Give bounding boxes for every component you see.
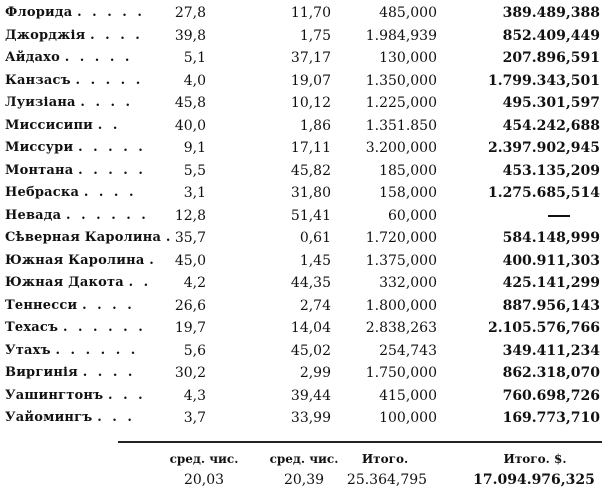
value-cell-col3: 254,743	[379, 342, 437, 359]
value-cell-col3: 130,000	[379, 50, 437, 66]
value-cell-col1: 45,8	[174, 95, 206, 111]
state-name: Флорида	[5, 5, 73, 20]
state-name: Канзасъ	[5, 72, 71, 88]
table-row	[0, 70, 602, 92]
state-name-cell	[5, 2, 160, 24]
footer-label-total-4: Итого. $.	[503, 452, 567, 466]
value-cell-col3: 1.720,000	[365, 230, 437, 246]
value-cell-col4: 495.301,597	[502, 95, 600, 111]
empty-value-dash	[548, 215, 570, 217]
state-name-cell	[5, 340, 160, 362]
value-cell-col1: 40,0	[174, 117, 206, 134]
value-cell-col2: 2,99	[299, 365, 331, 381]
table-row	[0, 272, 602, 294]
value-cell-col1: 5,1	[183, 50, 206, 66]
state-name-cell	[5, 70, 160, 92]
footer-value-average-2: 20,39	[283, 472, 325, 488]
leader-dots: . . .	[97, 410, 135, 425]
table-row	[0, 160, 602, 182]
value-cell-col1: 4,2	[183, 275, 206, 291]
footer-label-total-3: Итого.	[361, 452, 409, 466]
value-cell-col4	[480, 205, 600, 227]
table-row	[0, 92, 602, 114]
state-name-cell	[5, 137, 160, 159]
value-cell-col1: 26,6	[174, 297, 206, 314]
state-name: Южная Каролина	[5, 252, 145, 268]
value-cell-col4: 453.135,209	[502, 162, 600, 179]
value-cell-col1: 5,6	[183, 342, 206, 359]
value-cell-col4: 400.911,303	[502, 252, 600, 269]
value-cell-col4: 887.956,143	[502, 297, 600, 314]
table-row	[0, 115, 602, 137]
table-row	[0, 182, 602, 204]
state-name-cell	[5, 115, 160, 137]
state-name: Миссури	[5, 140, 74, 155]
footer-label-average-2: сред. чис.	[269, 452, 339, 466]
value-cell-col4: 1.275.685,514	[487, 185, 600, 201]
leader-dots: . .	[128, 275, 152, 290]
state-name: Монтана	[5, 162, 74, 178]
value-cell-col1: 39,8	[174, 27, 206, 44]
state-name: Джорджія	[5, 27, 86, 43]
table-row	[0, 205, 602, 227]
value-cell-col1: 19,7	[174, 320, 206, 336]
state-name-cell	[5, 295, 160, 317]
value-cell-col1: 3,1	[183, 185, 206, 201]
value-cell-col2: 1,86	[299, 117, 331, 134]
value-cell-col4: 862.318,070	[502, 365, 600, 381]
value-cell-col4: 852.409,449	[502, 27, 600, 44]
value-cell-col2: 45,82	[290, 162, 331, 179]
state-name-cell	[5, 362, 160, 384]
value-cell-col4: 207.896,591	[502, 50, 600, 66]
state-name-cell	[5, 205, 160, 227]
value-cell-col1: 45,0	[174, 252, 206, 269]
table-row	[0, 25, 602, 47]
value-cell-col2: 31,80	[290, 185, 331, 201]
value-cell-col3: 1.375,000	[365, 252, 437, 269]
table-row	[0, 295, 602, 317]
value-cell-col3: 2.838,263	[365, 320, 437, 336]
value-cell-col2: 45,02	[290, 342, 331, 359]
state-name: Утахъ	[5, 342, 51, 358]
leader-dots: . . . . .	[75, 72, 144, 88]
value-cell-col2: 17,11	[290, 140, 331, 156]
state-name: Небраска	[5, 185, 80, 200]
value-cell-col1: 4,0	[183, 72, 206, 89]
table-row	[0, 227, 602, 249]
leader-dots: . . .	[108, 387, 146, 403]
state-name: Невада	[5, 207, 62, 223]
value-cell-col1: 12,8	[174, 207, 206, 224]
value-cell-col1: 4,3	[183, 387, 206, 404]
leader-dots: . . . . . .	[55, 342, 139, 358]
state-name: Сѣверная Каролина	[5, 230, 162, 245]
leader-dots: . . . . .	[78, 140, 146, 155]
state-name: Виргинія	[5, 365, 78, 380]
value-cell-col3: 1.225,000	[365, 95, 437, 111]
table-row	[0, 2, 602, 24]
value-cell-col2: 19,07	[290, 72, 331, 89]
value-cell-col2: 11,70	[290, 5, 331, 21]
table-row	[0, 362, 602, 384]
value-cell-col4: 389.489,388	[502, 5, 600, 21]
state-name: Луизіана	[5, 95, 76, 110]
value-cell-col4: 169.773,710	[502, 410, 600, 426]
table-row	[0, 317, 602, 339]
state-name: Уайомингъ	[5, 410, 93, 425]
total-rule	[118, 441, 602, 443]
value-cell-col1: 9,1	[183, 140, 206, 156]
value-cell-col2: 33,99	[290, 410, 331, 426]
value-cell-col3: 332,000	[379, 275, 437, 291]
table-row	[0, 250, 602, 272]
state-name-cell	[5, 407, 160, 429]
leader-dots: . . . . .	[64, 50, 133, 65]
leader-dots: .	[165, 230, 174, 245]
footer-value-average-1: 20,03	[183, 472, 225, 488]
state-name: Теннесси	[5, 297, 78, 313]
value-cell-col3: 1.800,000	[365, 297, 437, 314]
value-cell-col3: 1.984,939	[365, 27, 437, 44]
value-cell-col2: 14,04	[290, 320, 331, 336]
state-name-cell	[5, 182, 160, 204]
leader-dots: . . . .	[90, 27, 143, 43]
value-cell-col3: 485,000	[379, 5, 437, 21]
state-name-cell	[5, 272, 160, 294]
value-cell-col3: 158,000	[379, 185, 437, 201]
value-cell-col1: 30,2	[174, 365, 206, 381]
value-cell-col1: 5,5	[183, 162, 206, 179]
leader-dots: . . . .	[82, 365, 136, 380]
value-cell-col3: 185,000	[379, 162, 437, 179]
value-cell-col3: 3.200,000	[365, 140, 437, 156]
value-cell-col2: 39,44	[290, 387, 331, 404]
value-cell-col4: 760.698,726	[502, 387, 600, 404]
value-cell-col4: 2.105.576,766	[487, 320, 600, 336]
value-cell-col4: 454.242,688	[502, 117, 600, 134]
state-name-cell	[5, 250, 160, 272]
leader-dots: . . . .	[80, 95, 134, 110]
value-cell-col1: 35,7	[174, 230, 206, 246]
value-cell-col3: 1.750,000	[365, 365, 437, 381]
leader-dots: . . . . .	[77, 5, 145, 20]
value-cell-col2: 1,75	[299, 27, 331, 44]
table-row	[0, 47, 602, 69]
footer-value-total-4: 17.094.976,325	[473, 472, 595, 488]
leader-dots: . . . .	[82, 297, 135, 313]
state-name-cell	[5, 92, 160, 114]
value-cell-col4: 349.411,234	[502, 342, 600, 359]
state-name-cell	[5, 47, 160, 69]
state-name: Техасъ	[5, 320, 59, 335]
footer-value-total-3: 25.364,795	[346, 472, 428, 488]
table-row	[0, 137, 602, 159]
state-name-cell	[5, 317, 160, 339]
value-cell-col4: 584.148,999	[502, 230, 600, 246]
state-name: Айдахо	[5, 50, 60, 65]
value-cell-col2: 37,17	[290, 50, 331, 66]
value-cell-col3: 100,000	[379, 410, 437, 426]
value-cell-col4: 2.397.902,945	[487, 140, 600, 156]
value-cell-col4: 1.799.343,501	[487, 72, 600, 89]
value-cell-col2: 0,61	[299, 230, 331, 246]
value-cell-col2: 1,45	[299, 252, 331, 269]
state-name-cell	[5, 385, 160, 407]
leader-dots: . . . . .	[78, 162, 146, 178]
value-cell-col3: 60,000	[388, 207, 437, 224]
state-name: Миссисипи	[5, 117, 94, 133]
value-cell-col2: 51,41	[290, 207, 331, 224]
value-cell-col3: 1.350,000	[365, 72, 437, 89]
leader-dots: . .	[97, 117, 121, 133]
value-cell-col3: 1.351.850	[365, 117, 437, 134]
leader-dots: . . . . . .	[62, 320, 146, 335]
leader-dots: .	[149, 252, 157, 268]
value-cell-col1: 27,8	[174, 5, 206, 21]
value-cell-col2: 44,35	[290, 275, 331, 291]
state-name-cell	[5, 160, 160, 182]
value-cell-col1: 3,7	[183, 410, 206, 426]
value-cell-col3: 415,000	[379, 387, 437, 404]
leader-dots: . . . . . .	[66, 207, 149, 223]
value-cell-col4: 425.141,299	[502, 275, 600, 291]
leader-dots: . . . .	[83, 185, 137, 200]
state-name: Уашингтонъ	[5, 387, 104, 403]
value-cell-col2: 2,74	[299, 297, 331, 314]
state-name-cell	[5, 227, 174, 249]
footer-label-average-1: сред. чис.	[169, 452, 239, 466]
table-row	[0, 340, 602, 362]
table-row	[0, 407, 602, 429]
state-name-cell	[5, 25, 160, 47]
table-row	[0, 385, 602, 407]
value-cell-col2: 10,12	[290, 95, 331, 111]
state-name: Южная Дакота	[5, 275, 124, 290]
